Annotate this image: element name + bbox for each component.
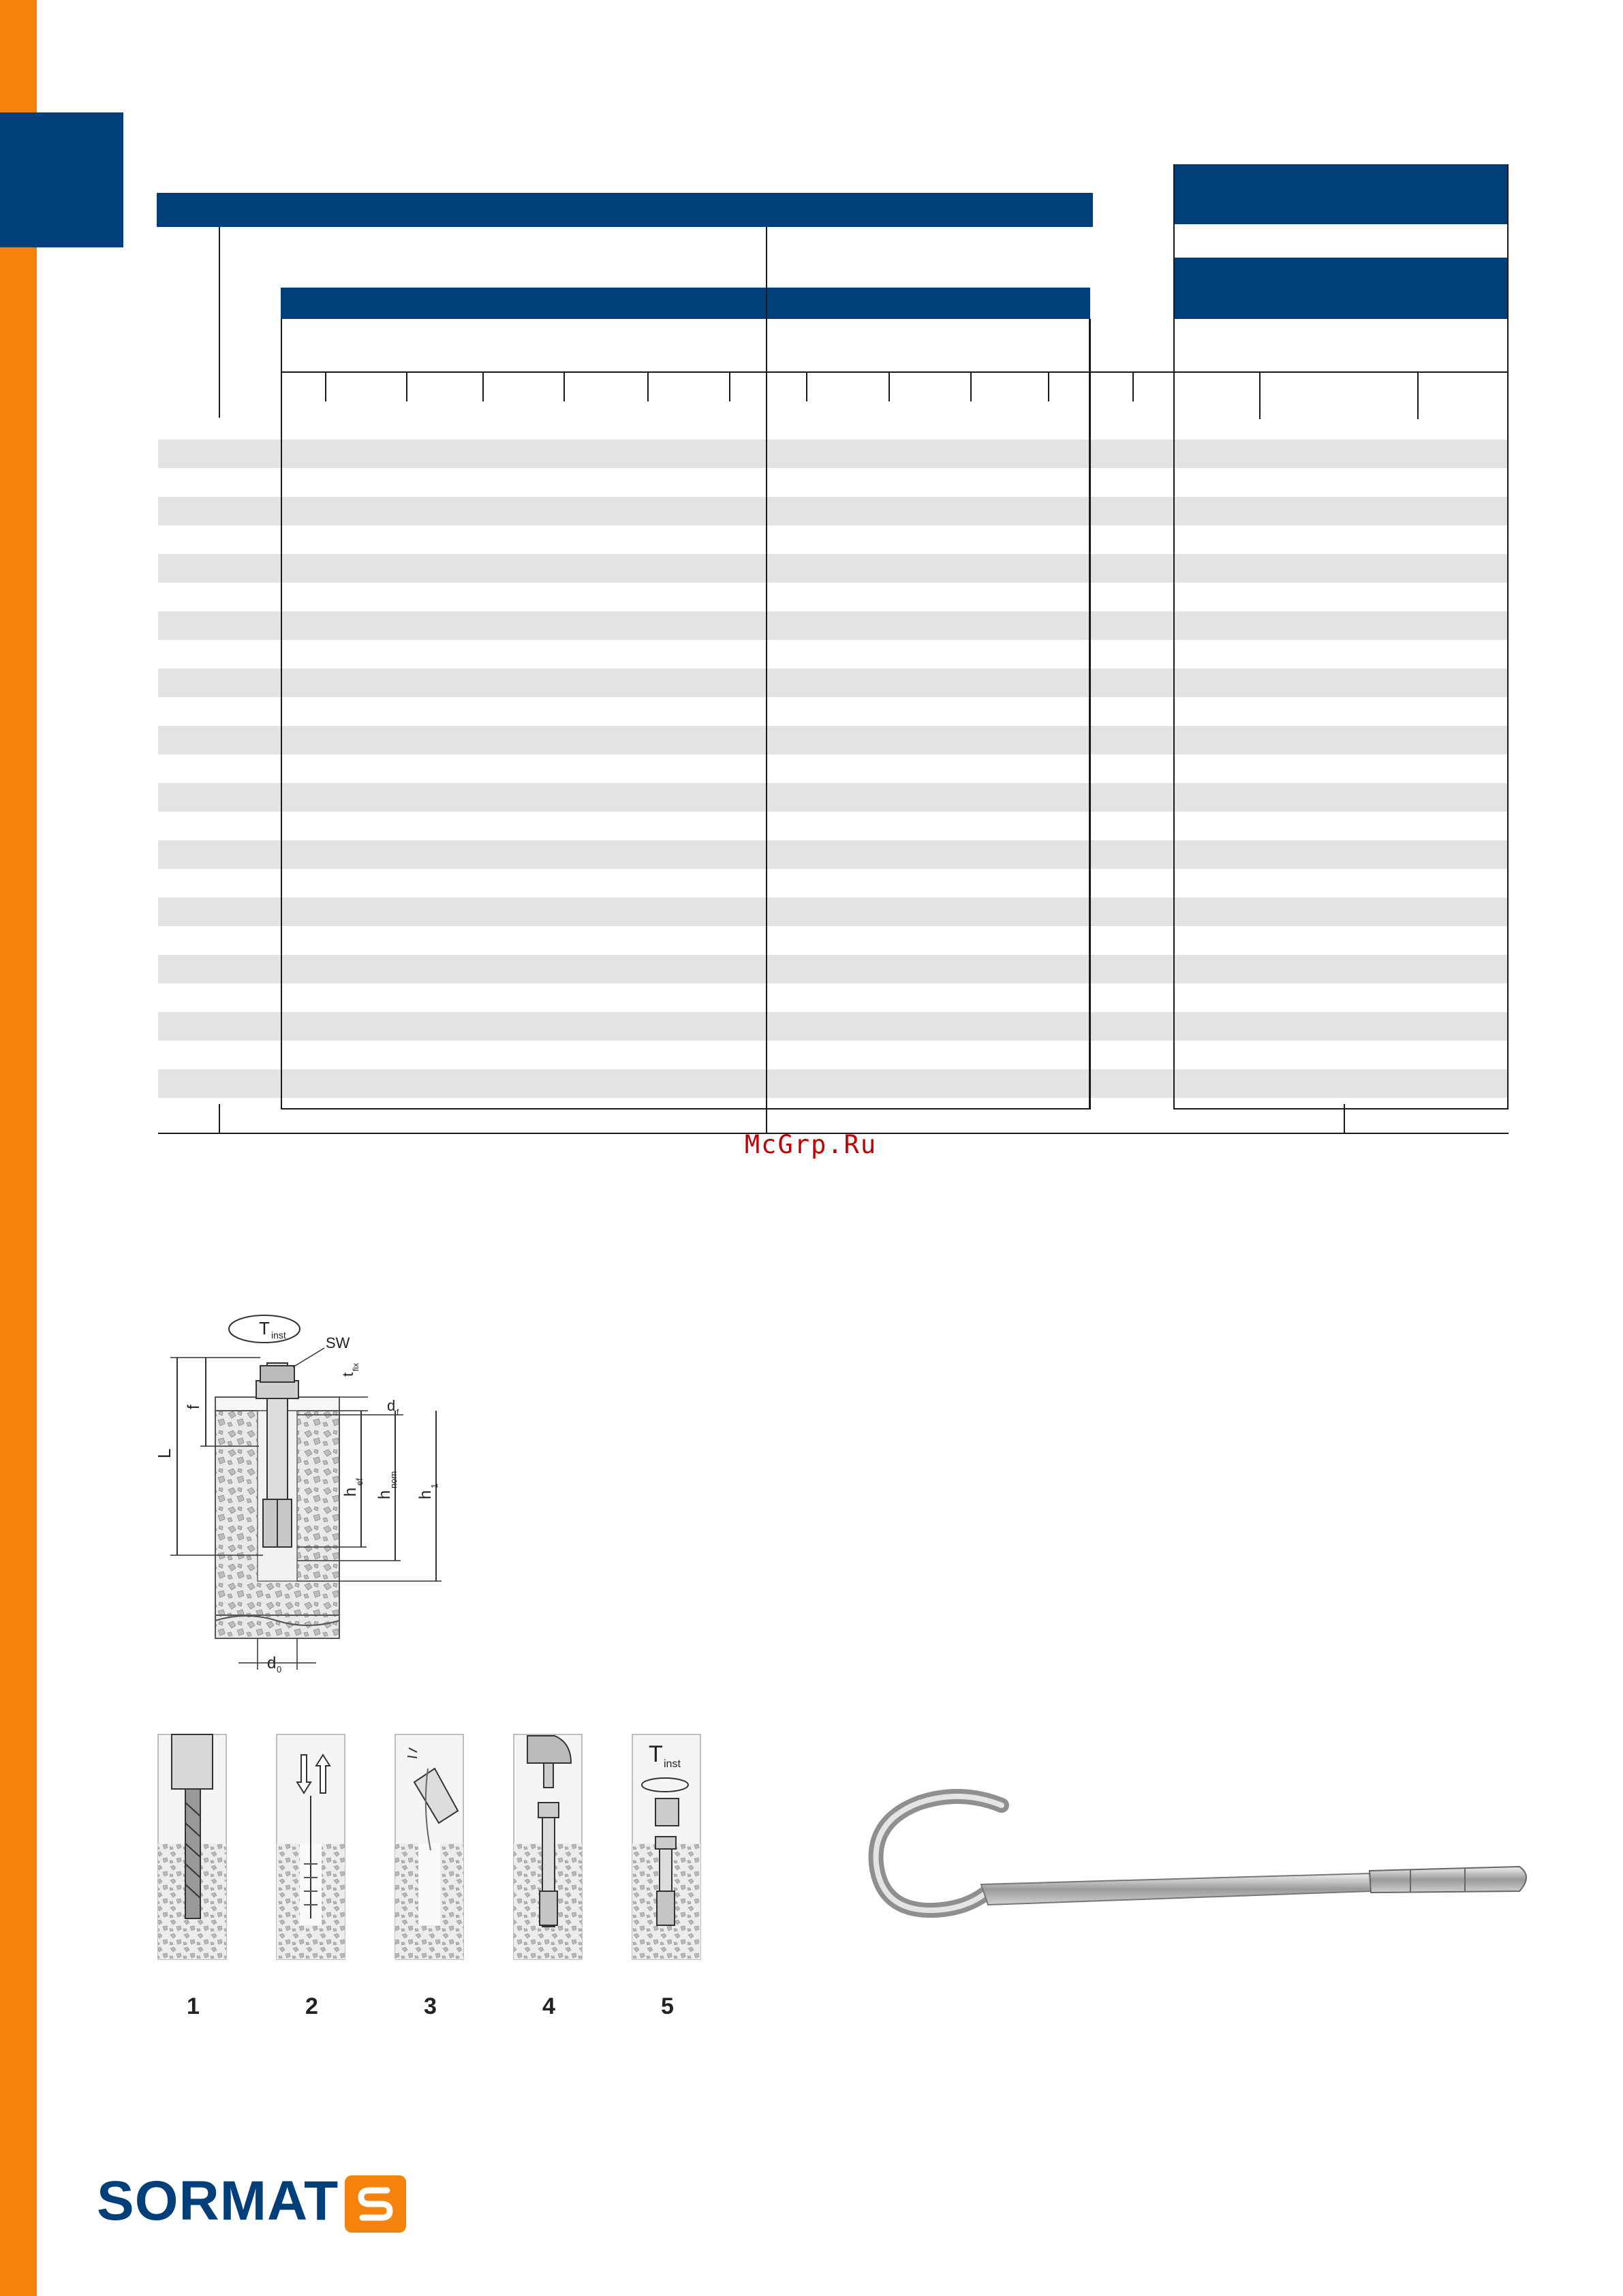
svg-text:ef: ef <box>354 1478 365 1486</box>
svg-text:d: d <box>387 1397 396 1414</box>
table-rule <box>647 373 649 401</box>
sub-header-bar <box>281 288 1090 319</box>
svg-text:4: 4 <box>542 1993 555 2019</box>
table-rule <box>406 373 407 401</box>
svg-text:f: f <box>185 1405 203 1409</box>
table-rule <box>325 373 326 401</box>
orange-edge-bar <box>0 0 37 2296</box>
table-row <box>158 554 1509 583</box>
table-row <box>158 497 1509 525</box>
table-rule <box>1173 371 1509 373</box>
svg-text:2: 2 <box>305 1993 318 2019</box>
table-row <box>158 840 1509 869</box>
table-rule <box>219 1104 220 1133</box>
svg-text:nom: nom <box>388 1471 399 1488</box>
table-rule <box>1173 164 1175 1109</box>
svg-text:fix: fix <box>351 1363 360 1371</box>
table-row <box>158 440 1509 468</box>
right-header-bar-bottom <box>1173 258 1509 319</box>
table-rule <box>1090 371 1173 373</box>
table-row <box>158 669 1509 697</box>
table-rule <box>281 1108 1090 1109</box>
table-row <box>158 611 1509 640</box>
table-rule <box>281 319 282 1109</box>
watermark: McGrp.Ru <box>744 1130 878 1159</box>
installation-steps <box>155 1728 714 2027</box>
svg-text:h: h <box>375 1490 394 1499</box>
table-rule <box>888 373 890 401</box>
svg-text:h: h <box>416 1490 435 1499</box>
svg-text:1: 1 <box>187 1993 200 2019</box>
section-tab <box>0 112 123 247</box>
svg-text:inst: inst <box>271 1330 286 1341</box>
sormat-s-logo-icon <box>345 2175 406 2233</box>
table-rule <box>1132 373 1134 401</box>
torque-label: T <box>259 1318 270 1338</box>
table-row <box>158 1069 1509 1098</box>
torque-label: T <box>649 1741 663 1767</box>
table-rule <box>482 373 484 401</box>
step-5-apply-torque <box>632 1734 700 2019</box>
brand-name: SORMAT <box>97 2170 339 2232</box>
table-rule <box>1089 319 1091 1109</box>
svg-text:1: 1 <box>429 1483 439 1488</box>
table-rule <box>1344 1104 1345 1133</box>
svg-text:3: 3 <box>424 1993 437 2019</box>
table-rule <box>563 373 565 401</box>
table-rule <box>729 373 730 401</box>
step-4-hammer-in <box>514 1734 582 2019</box>
table-rule <box>1173 1108 1509 1109</box>
step-3-blow-out <box>395 1734 463 2019</box>
anchor-dimension-diagram <box>150 1295 463 1690</box>
length-label: L <box>154 1448 174 1458</box>
step-2-clean-hole <box>277 1734 345 2019</box>
svg-text:0: 0 <box>277 1664 282 1674</box>
svg-text:inst: inst <box>664 1758 681 1770</box>
table-rule <box>1048 373 1049 401</box>
wrench-size-label: SW <box>326 1334 350 1351</box>
svg-text:h: h <box>341 1487 360 1497</box>
table-rule <box>1417 373 1419 419</box>
table-rule <box>219 227 220 418</box>
svg-text:d: d <box>267 1654 277 1672</box>
table-row <box>158 726 1509 754</box>
table-row <box>158 955 1509 983</box>
table-rule <box>1259 373 1261 419</box>
eye-bolt-anchor-icon <box>865 1789 1540 1946</box>
svg-text:5: 5 <box>661 1993 674 2019</box>
step-1-drill <box>158 1734 226 2019</box>
svg-text:t: t <box>339 1372 356 1377</box>
table-rule <box>970 373 972 401</box>
table-rule <box>806 373 807 401</box>
svg-text:f: f <box>397 1407 399 1417</box>
table-header-bar <box>157 193 1093 227</box>
table-row <box>158 1012 1509 1041</box>
table-row <box>158 783 1509 812</box>
table-rule <box>766 227 767 1133</box>
right-header-bar-top <box>1173 164 1509 224</box>
table-rule <box>1507 164 1509 1109</box>
table-row <box>158 898 1509 926</box>
table-rule <box>281 371 1090 373</box>
